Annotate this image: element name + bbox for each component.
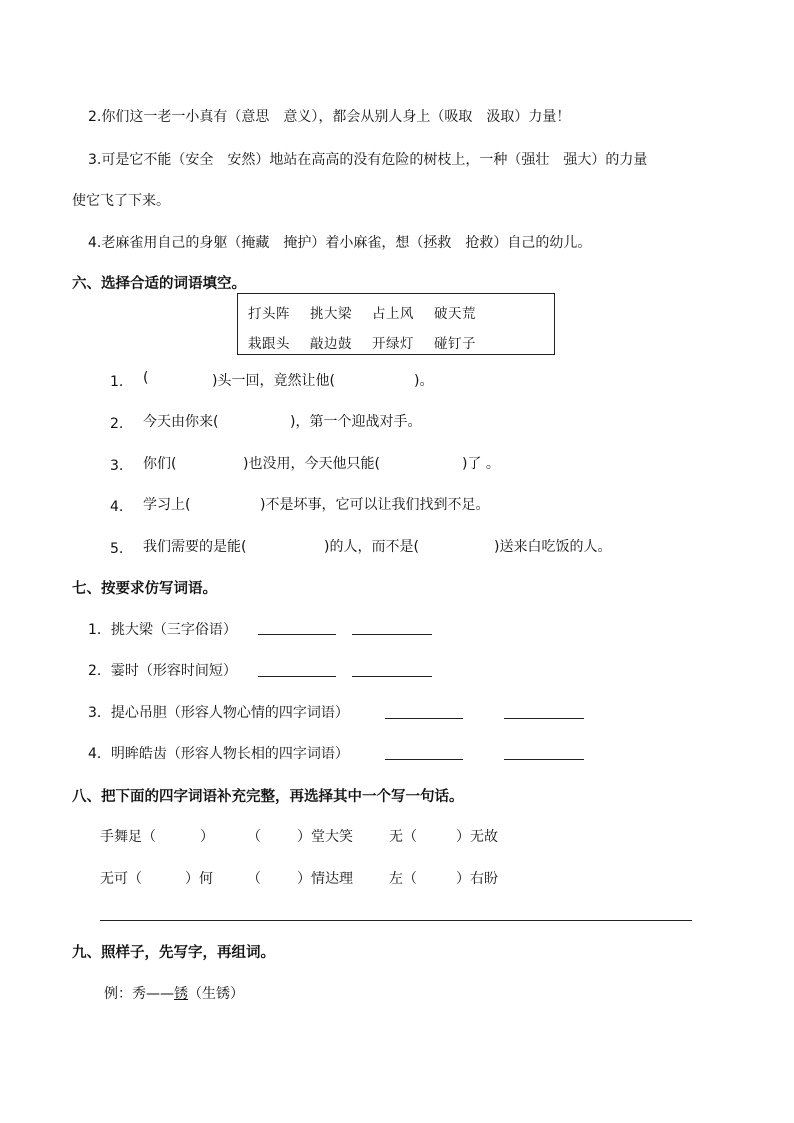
- idiom-4-a: 无可（: [100, 871, 142, 887]
- idiom-5-b: ）情达理: [297, 871, 353, 887]
- fill-item-4-part-b: )不是坏事，它可以让我们找到不足。: [260, 497, 490, 513]
- fill-item-1-number: 1.: [110, 374, 124, 390]
- word-bank-box: [237, 293, 555, 355]
- idiom-6-a: 左（: [389, 871, 417, 887]
- fill-item-3-part-b: )也没用，今天他只能(: [243, 456, 380, 472]
- idiom-1-b: ）: [200, 829, 214, 845]
- imitate-item-2: [88, 660, 237, 680]
- word-bank-item: 占上风: [372, 306, 414, 322]
- example-prefix: 例：秀——: [104, 986, 174, 1002]
- imitate-item-3: [88, 702, 349, 722]
- example-char: 锈: [174, 986, 188, 1002]
- sentence-writing-line[interactable]: [100, 920, 692, 921]
- section-9-title: 九、照样子，先写字，再组词。: [72, 945, 275, 961]
- section-6-title: 六、选择合适的词语填空。: [72, 276, 246, 292]
- answer-blank[interactable]: [385, 745, 463, 760]
- imitate-item-2-text: 2．霎时（形容时间短）: [88, 663, 237, 679]
- imitate-item-1: [88, 619, 237, 639]
- idiom-1-a: 手舞足（: [100, 829, 156, 845]
- answer-blank[interactable]: [504, 745, 584, 760]
- answer-blank[interactable]: [385, 704, 463, 719]
- fill-item-5-part-a: 我们需要的是能(: [143, 539, 247, 555]
- answer-blank[interactable]: [504, 704, 584, 719]
- fill-item-3-part-c: )了 。: [462, 456, 500, 472]
- word-bank-item: 挑大梁: [310, 306, 352, 322]
- fill-item-4-part-a: 学习上(: [143, 497, 191, 513]
- imitate-item-1-text: 1．挑大梁（三字俗语）: [88, 622, 237, 638]
- example-line: [104, 983, 244, 1003]
- fill-item-1-part-a: (: [143, 370, 149, 386]
- idiom-3-b: ）无故: [456, 829, 498, 845]
- fill-item-5-number: 5.: [110, 541, 124, 557]
- idiom-4-b: ）何: [185, 871, 213, 887]
- fill-item-2-part-b: )，第一个迎战对手。: [290, 414, 422, 430]
- fill-item-5-part-c: )送来白吃饭的人。: [494, 539, 612, 555]
- fill-item-1-part-c: )。: [414, 373, 434, 389]
- idiom-2-b: ）堂大笑: [297, 829, 353, 845]
- idiom-6-b: ）右盼: [456, 871, 498, 887]
- word-bank-item: 碰钉子: [434, 336, 476, 352]
- fill-item-3-part-a: 你们(: [143, 456, 177, 472]
- word-bank-item: 栽跟头: [248, 336, 290, 352]
- imitate-item-4-text: 4．明眸皓齿（形容人物长相的四字词语）: [88, 746, 349, 762]
- section-8-title: 八、把下面的四字词语补充完整，再选择其中一个写一句话。: [72, 789, 464, 805]
- sentence-2: 2.你们这一老一小真有（意思 意义），都会从别人身上（吸取 汲取）力量！: [88, 109, 571, 125]
- fill-item-2-part-a: 今天由你来(: [143, 414, 219, 430]
- imitate-item-4: [88, 743, 349, 763]
- word-bank-item: 敲边鼓: [310, 336, 352, 352]
- answer-blank[interactable]: [258, 620, 336, 635]
- word-bank-item: 打头阵: [248, 306, 290, 322]
- fill-item-4-number: 4.: [110, 499, 124, 515]
- word-bank-item: 破天荒: [434, 306, 476, 322]
- idiom-5-a: （: [247, 871, 261, 887]
- sentence-3: 3.可是它不能（安全 安然）地站在高高的没有危险的树枝上，一种（强壮 强大）的力量: [88, 152, 648, 168]
- idiom-3-a: 无（: [389, 829, 417, 845]
- answer-blank[interactable]: [352, 620, 432, 635]
- sentence-4: 4.老麻雀用自己的身躯（掩藏 掩护）着小麻雀，想（拯救 抢救）自己的幼儿。: [88, 235, 592, 251]
- word-bank-item: 开绿灯: [372, 336, 414, 352]
- fill-item-2-number: 2.: [110, 416, 124, 432]
- sentence-3-continued: 使它飞了下来。: [72, 193, 170, 209]
- fill-item-1-part-b: )头一回，竟然让他(: [212, 373, 335, 389]
- example-suffix: （生锈）: [188, 986, 244, 1002]
- word-bank-row-1: [248, 302, 496, 322]
- idiom-2-a: （: [247, 829, 261, 845]
- answer-blank[interactable]: [258, 662, 336, 677]
- imitate-item-3-text: 3．提心吊胆（形容人物心情的四字词语）: [88, 705, 349, 721]
- fill-item-5-part-b: )的人，而不是(: [324, 539, 419, 555]
- fill-item-3-number: 3.: [110, 458, 124, 474]
- answer-blank[interactable]: [352, 662, 432, 677]
- word-bank-row-2: [248, 332, 496, 352]
- section-7-title: 七、按要求仿写词语。: [72, 581, 217, 597]
